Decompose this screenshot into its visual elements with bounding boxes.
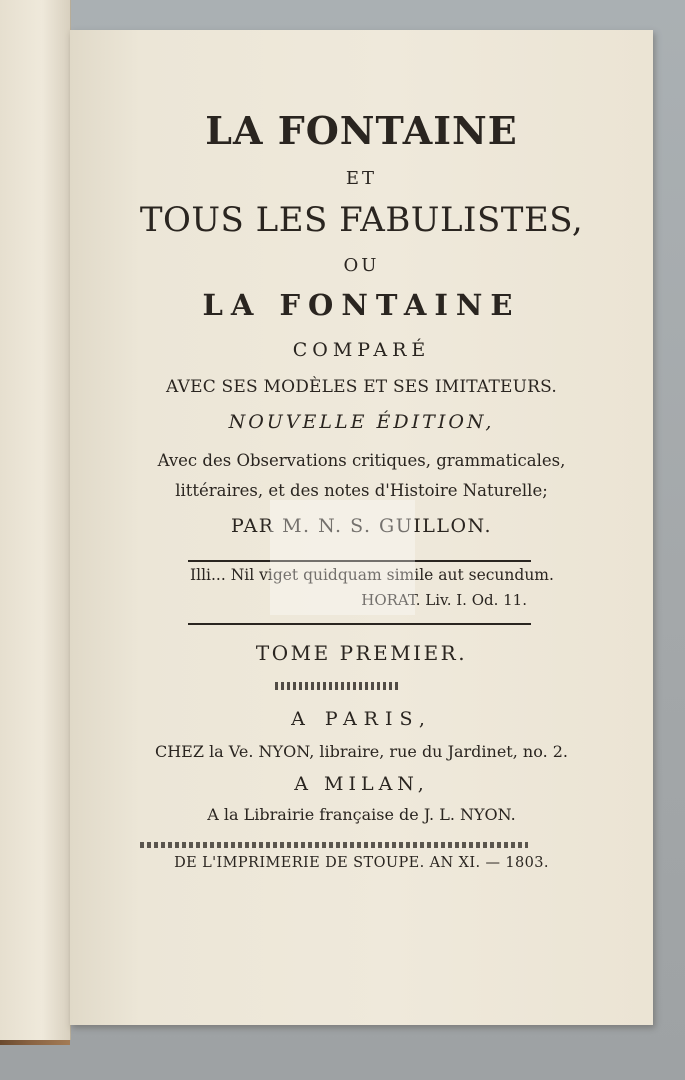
volume-line: TOME PREMIER. bbox=[255, 641, 468, 665]
left-page-edge bbox=[0, 0, 71, 1040]
subtitle: TOUS LES FABULISTES, bbox=[139, 200, 584, 240]
models-line: AVEC SES MODÈLES ET SES IMITATEURS. bbox=[166, 377, 557, 397]
epigraph-source: HORAT. Liv. I. Od. 11. bbox=[361, 591, 527, 609]
faint-watermark bbox=[270, 500, 415, 615]
conjunction-et: ET bbox=[345, 168, 378, 189]
bottom-rule bbox=[188, 623, 531, 625]
compare-line: COMPARÉ bbox=[292, 339, 431, 361]
author-line: PAR M. N. S. GUILLON. bbox=[230, 515, 492, 537]
city-milan: A MILAN, bbox=[294, 773, 429, 795]
imprint-divider bbox=[140, 842, 528, 848]
title-page bbox=[70, 30, 653, 1025]
ornament-divider bbox=[275, 682, 400, 690]
edition-line: NOUVELLE ÉDITION, bbox=[228, 411, 495, 433]
observations-line-1: Avec des Observations critiques, grammaticales, bbox=[157, 451, 566, 470]
publisher-paris: CHEZ la Ve. NYON, libraire, rue du Jardinet, no. 2. bbox=[154, 742, 568, 761]
imprint-line: DE L'IMPRIMERIE DE STOUPE. AN XI. — 1803. bbox=[174, 855, 549, 871]
city-paris: A PARIS, bbox=[291, 708, 432, 730]
observations-line-2: littéraires, et des notes d'Histoire Naturelle; bbox=[175, 481, 548, 500]
main-title: LA FONTAINE bbox=[205, 108, 518, 153]
publisher-milan: A la Librairie française de J. L. NYON. bbox=[207, 805, 516, 824]
alt-title: LA FONTAINE bbox=[202, 288, 521, 322]
epigraph-quote: Illi... Nil viget quidquam simile aut secundum. bbox=[190, 566, 554, 584]
conjunction-ou: OU bbox=[343, 255, 380, 276]
